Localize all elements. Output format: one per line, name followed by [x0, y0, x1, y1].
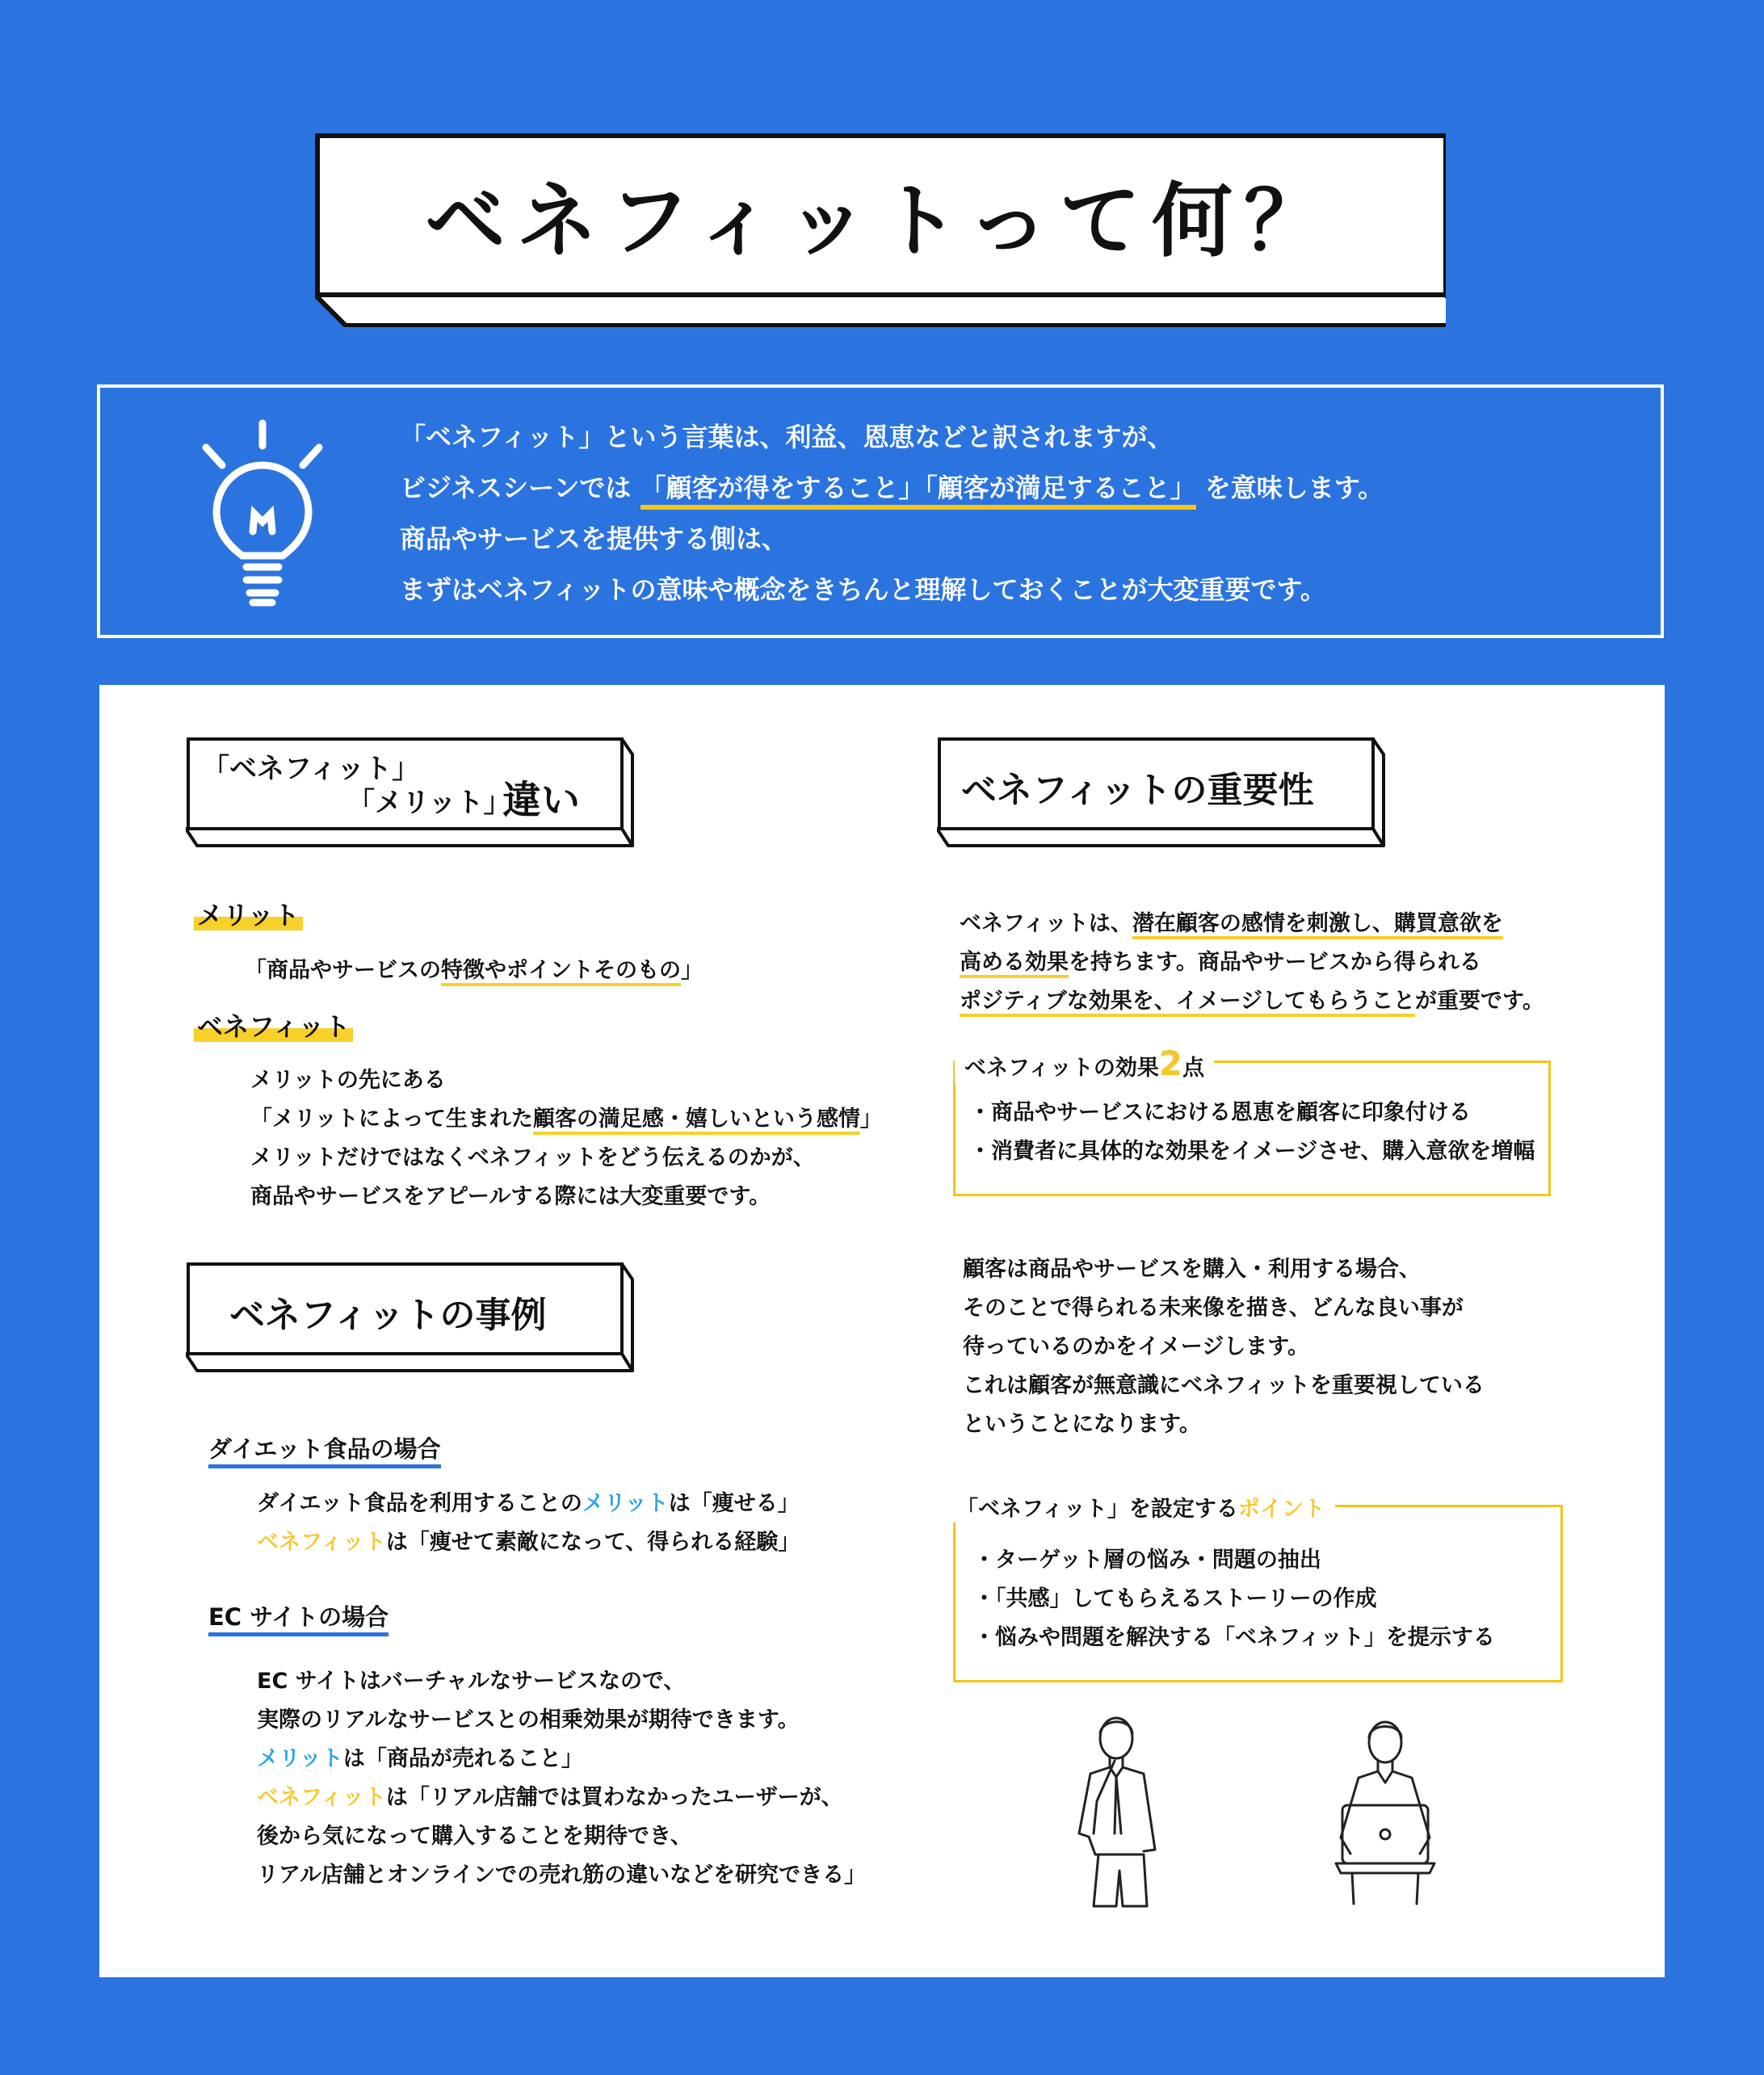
- difference-label-2: 「メリット」: [347, 787, 511, 819]
- importance-paragraph: [960, 905, 1544, 1021]
- effect-box-title: [955, 1044, 1214, 1083]
- cases-label-text: ベネフィットの事例: [229, 1295, 547, 1336]
- intro-line-2-post: を意味します。: [1204, 473, 1384, 503]
- customer-line: そのことで得られる未来像を描き、どんな良い事が: [963, 1296, 1464, 1321]
- importance-line-1: [960, 905, 1544, 943]
- case1-l1-post: は「痩せる」: [668, 1491, 800, 1516]
- customer-line: 顧客は商品やサービスを購入・利用する場合、: [963, 1257, 1421, 1282]
- merit-highlight: 特徴やポイントそのもの: [441, 958, 681, 986]
- benefit-heading-text: ベネフィット: [194, 1011, 353, 1042]
- point-item: ・ターゲット層の悩み・問題の抽出: [973, 1548, 1321, 1573]
- case2-body: [257, 1662, 866, 1895]
- benefit-description: [250, 1061, 882, 1216]
- case2-line-4: [257, 1779, 866, 1817]
- case2-merit-word: メリット: [257, 1746, 343, 1771]
- effect-item: ・消費者に具体的な効果をイメージさせ、購入意欲を増幅: [969, 1139, 1535, 1164]
- intro-highlight-2: 「顧客が満足すること」: [925, 473, 1196, 510]
- benefit-line-1: メリットの先にある: [250, 1068, 446, 1093]
- case1-heading-text: ダイエット食品の場合: [208, 1435, 441, 1468]
- customer-line: 待っているのかをイメージします。: [963, 1334, 1310, 1359]
- intro-line-2: [400, 463, 1384, 514]
- benefit-line-2: [250, 1100, 882, 1139]
- intro-text: [400, 412, 1384, 615]
- point-title-highlight: ポイント: [1237, 1497, 1325, 1522]
- difference-label: [186, 737, 638, 850]
- imp-l3-highlight: ポジティブな効果を、イメージしてもらうこと: [960, 989, 1415, 1017]
- case2-benefit-word: ベネフィット: [257, 1785, 386, 1810]
- intro-highlight-1: 「顧客が得をすること」: [640, 473, 925, 510]
- benefit-line-4: 商品やサービスをアピールする際には大変重要です。: [250, 1184, 771, 1209]
- point-list: [973, 1541, 1495, 1657]
- case2-l3-post: は「商品が売れること」: [342, 1746, 583, 1771]
- lightbulb-icon: [198, 418, 327, 612]
- case2-line-2: 実際のリアルなサービスとの相乗効果が期待できます。: [257, 1707, 800, 1733]
- merit-pre: 「商品やサービスの: [245, 958, 441, 983]
- effect-title-post: 点: [1182, 1056, 1205, 1081]
- imp-l3-post: が重要です。: [1415, 989, 1544, 1014]
- effect-title-number: 2: [1158, 1044, 1183, 1083]
- importance-line-2: [960, 943, 1544, 982]
- benefit-l2-post: 」: [859, 1107, 882, 1132]
- point-item: ・「共感」してもらえるストーリーの作成: [973, 1586, 1377, 1611]
- case2-heading-text: EC サイトの場合: [208, 1603, 388, 1636]
- case2-line-6: リアル店舗とオンラインでの売れ筋の違いなどを研究できる」: [257, 1863, 867, 1888]
- importance-label-text: ベネフィットの重要性: [961, 770, 1314, 811]
- benefit-line-3: メリットだけではなくベネフィットをどう伝えるのかが、: [250, 1145, 815, 1170]
- page-title: ベネフィットって何？: [425, 174, 1336, 268]
- imp-l2-post: を持ちます。商品やサービスから得られる: [1069, 950, 1481, 975]
- case1-heading: [208, 1431, 441, 1464]
- benefit-l2-pre: 「メリットによって生まれた: [250, 1107, 533, 1132]
- point-item: ・悩みや問題を解決する「ベネフィット」を提示する: [973, 1625, 1495, 1650]
- businessman-thinking-illustration: [1066, 1712, 1179, 1914]
- effect-item: ・商品やサービスにおける恩恵を顧客に印象付ける: [969, 1100, 1471, 1125]
- case1-body: [257, 1485, 800, 1562]
- merit-heading: [194, 895, 303, 932]
- imp-l1-pre: ベネフィットは、: [960, 911, 1132, 936]
- benefit-l2-highlight: 顧客の満足感・嬉しいという感情: [533, 1107, 860, 1135]
- case1-line-2: [257, 1523, 800, 1562]
- benefit-heading: [194, 1006, 353, 1044]
- merit-heading-text: メリット: [194, 900, 303, 930]
- point-title-pre: 「ベネフィット」を設定する: [956, 1497, 1238, 1522]
- case2-heading: [208, 1599, 388, 1632]
- case2-line-1: EC サイトはバーチャルなサービスなので、: [257, 1669, 686, 1694]
- case1-benefit-word: ベネフィット: [257, 1530, 386, 1555]
- merit-post: 」: [681, 958, 703, 983]
- point-box-title: [947, 1491, 1335, 1523]
- businessman-laptop-illustration: [1317, 1716, 1454, 1910]
- title-banner: [315, 133, 1446, 327]
- case2-l4-post: は「リアル店舗では買わなかったユーザーが、: [385, 1785, 843, 1810]
- customer-line: ということになります。: [963, 1412, 1201, 1437]
- cases-label: [186, 1262, 638, 1375]
- imp-l2-highlight: 高める効果: [960, 950, 1069, 978]
- imp-l1-highlight: 潜在顧客の感情を刺激し、購買意欲を: [1132, 911, 1503, 939]
- difference-label-1: 「ベネフィット」: [202, 753, 420, 785]
- case1-merit-word: メリット: [582, 1491, 669, 1516]
- intro-line-4: まずはベネフィットの意味や概念をきちんと理解しておくことが大変重要です。: [400, 574, 1326, 605]
- merit-description: [245, 951, 703, 990]
- customer-line: これは顧客が無意識にベネフィットを重要視している: [963, 1373, 1485, 1398]
- case1-l1-pre: ダイエット食品を利用することの: [257, 1491, 582, 1516]
- importance-label: [937, 737, 1389, 850]
- effect-title-pre: ベネフィットの効果: [964, 1056, 1159, 1081]
- case2-line-5: 後から気になって購入することを期待でき、: [257, 1824, 692, 1849]
- case1-l2-post: は「痩せて素敵になって、得られる経験」: [385, 1530, 800, 1555]
- intro-line-2-pre: ビジネスシーンでは: [400, 473, 632, 503]
- effect-list: [969, 1094, 1535, 1171]
- importance-line-3: [960, 982, 1544, 1021]
- intro-line-1: 「ベネフィット」という言葉は、利益、恩恵などと訳されますが、: [400, 422, 1174, 452]
- case1-line-1: [257, 1485, 800, 1523]
- case2-line-3: [257, 1740, 866, 1779]
- customer-paragraph: [963, 1250, 1485, 1444]
- difference-label-3: 違い: [502, 778, 581, 823]
- intro-line-3: 商品やサービスを提供する側は、: [400, 523, 788, 554]
